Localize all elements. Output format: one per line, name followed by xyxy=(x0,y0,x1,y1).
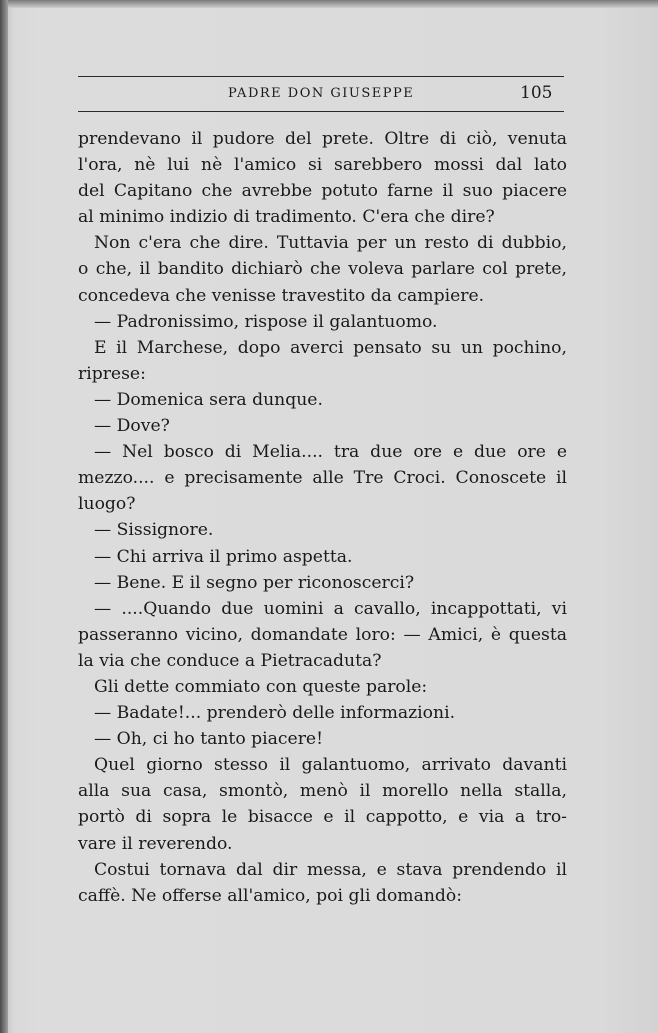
text-line: luogo? xyxy=(78,494,136,515)
text-line: — Bene. E il segno per riconoscerci? xyxy=(94,572,415,593)
text-line: l'ora, nè lui nè l'amico si sarebbero mossi dal lato xyxy=(78,155,567,176)
text-line: — Chi arriva il primo aspetta. xyxy=(94,546,353,567)
text-line: — Nel bosco di Melia.... tra due ore e due ore e xyxy=(94,442,567,463)
text-line: Quel giorno stesso il galantuomo, arrivato davanti xyxy=(94,755,567,776)
text-line: — Badate!... prenderò delle informazioni. xyxy=(94,703,456,724)
scan-top-edge xyxy=(0,0,658,8)
header-rule-top xyxy=(78,76,564,77)
text-line: Gli dette commiato con queste parole: xyxy=(94,676,428,697)
body-text xyxy=(78,126,567,909)
text-line: vare il reverendo. xyxy=(78,833,233,854)
page-number: 105 xyxy=(520,83,553,103)
text-line: del Capitano che avrebbe potuto farne il suo piacere xyxy=(78,181,567,202)
text-line: passeranno vicino, domandate loro: — Amici, è questa xyxy=(78,624,567,645)
text-line: — Dove? xyxy=(94,416,170,437)
text-line: o che, il bandito dichiarò che voleva parlare col prete, xyxy=(78,259,567,280)
text-line: riprese: xyxy=(78,363,146,384)
text-line: caffè. Ne offerse all'amico, poi gli domandò: xyxy=(78,885,463,906)
header-rule-bottom xyxy=(78,111,564,112)
text-line: al minimo indizio di tradimento. C'era che dire? xyxy=(78,207,495,228)
text-line: la via che conduce a Pietracaduta? xyxy=(78,650,382,671)
text-line: — Sissignore. xyxy=(94,520,214,541)
text-line: mezzo.... e precisamente alle Tre Croci. Conoscete il xyxy=(78,468,567,489)
text-line: E il Marchese, dopo averci pensato su un pochino, xyxy=(94,337,567,358)
text-line: alla sua casa, smontò, menò il morello nella stalla, xyxy=(78,781,567,802)
text-line: concedeva che venisse travestito da campiere. xyxy=(78,285,485,306)
text-line: — Padronissimo, rispose il galantuomo. xyxy=(94,311,438,332)
text-line: — Oh, ci ho tanto piacere! xyxy=(94,729,323,750)
text-line: — Domenica sera dunque. xyxy=(94,389,323,410)
text-line: prendevano il pudore del prete. Oltre di ciò, venuta xyxy=(78,129,567,149)
running-header: PADRE DON GIUSEPPE xyxy=(228,86,415,101)
text-line: portò di sopra le bisacce e il cappotto, e via a tro- xyxy=(78,807,567,828)
text-line: Non c'era che dire. Tuttavia per un resto di dubbio, xyxy=(94,233,567,254)
text-line: — ....Quando due uomini a cavallo, incappottati, vi xyxy=(94,598,567,619)
text-line: Costui tornava dal dir messa, e stava prendendo il xyxy=(94,859,567,880)
scan-left-edge xyxy=(0,0,8,1033)
